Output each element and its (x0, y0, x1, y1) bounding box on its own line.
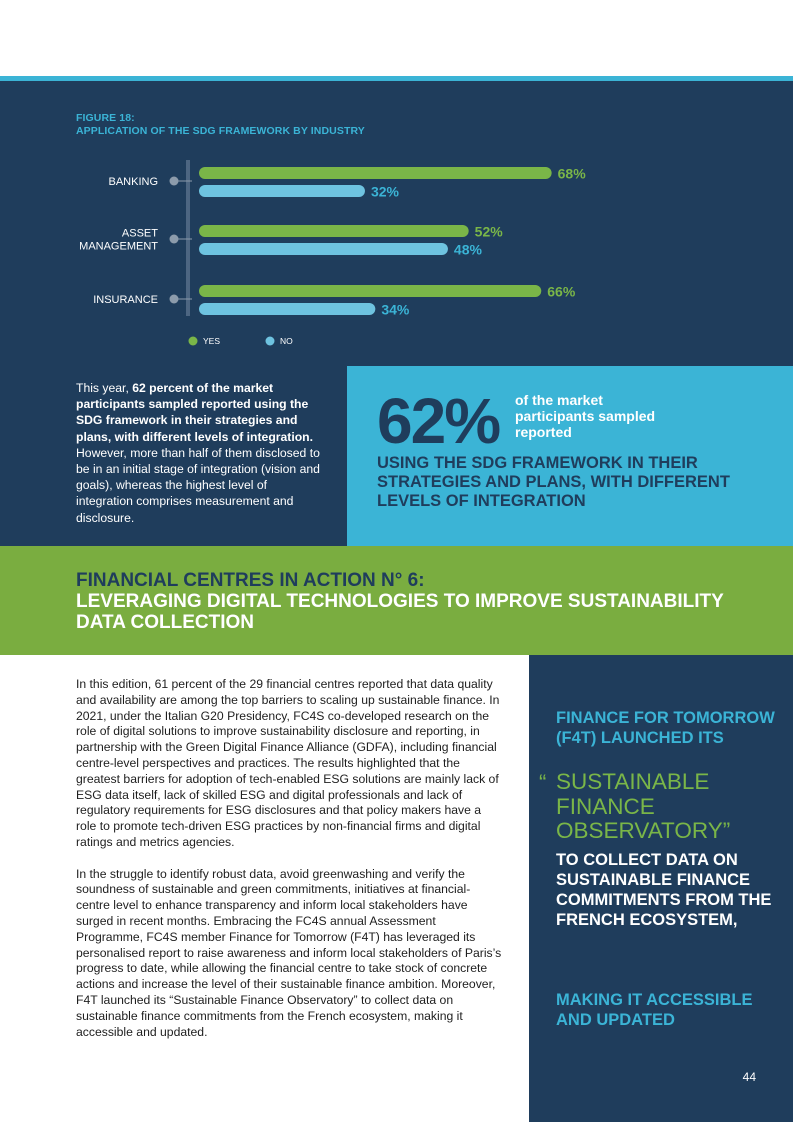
legend-label-no: NO (280, 336, 293, 346)
body-paragraph-2: In the struggle to identify robust data, avoid greenwashing and verify the soundness of sustainable and green commitments, initiatives at financial-centre level to enhance transparency and inform local stakeholders have surged in recent months. Embracing the FC4S annual Assessment Programme, FC4S member Finance for Tomorrow (F4T) has leveraged its personalised report to raise awareness and inform local stakeholders of Paris’s progress to date, while allowing the financial centre to take stock of concrete actions and increase the level of their sustainable finance ambition. Moreover, F4T launched its “Sustainable Finance Observatory” to collect data on sustainable finance commitments from the French ecosystem, making it accessible and updated. (76, 866, 502, 1039)
section-banner (0, 546, 793, 655)
pull-quote-intro: FINANCE FOR TOMORROW (F4T) LAUNCHED ITS (556, 709, 775, 747)
category-label-insurance: INSURANCE (93, 294, 158, 306)
pull-quote-panel (529, 655, 793, 1122)
category-dot-insurance (170, 295, 179, 304)
pull-quote-body: TO COLLECT DATA ON SUSTAINABLE FINANCE COMMITMENTS FROM THE FRENCH ECOSYSTEM, (556, 851, 772, 929)
big-percentage: 62% (377, 385, 500, 457)
value-label-yes-asset-management: 52% (474, 223, 503, 240)
body-paragraph-1: In this edition, 61 percent of the 29 financial centres reported that data quality and availability are among the top barriers to scaling up sustainable finance. In 2021, under the Italian G20 Presidency, FC4S co-developed research on the role of digital solutions to improve sustainability disclosure and reporting, in partnership with the Green Digital Finance Alliance (GDFA), including financial centre-level perspectives and practices. The results highlighted that the greatest barriers for adoption of tech-enabled ESG solutions are mainly lack of ESG data itself, lack of skilled ESG and digital professionals and lack of regulatory requirements for ESG disclosures and that policy makers have a role to promote tech-driven ESG practices by non-financial firms and digital ratings and metrics agencies. (76, 677, 500, 849)
value-label-yes-banking: 68% (557, 165, 586, 182)
section-title-line1: FINANCIAL CENTRES IN ACTION N° 6: (76, 570, 425, 591)
value-label-no-insurance: 34% (381, 301, 410, 318)
category-dot-asset-management (170, 235, 179, 244)
figure-title (76, 112, 365, 137)
percentage-caption: of the market participants sampled reported (515, 392, 656, 440)
bar-yes-asset-management (199, 225, 469, 237)
intro-lead: This year, (76, 381, 133, 395)
pull-quote-text: SUSTAINABLE FINANCE OBSERVATORY” (556, 769, 731, 843)
category-dot-banking (170, 177, 179, 186)
open-quote-mark: “ (539, 770, 547, 795)
pull-quote-ending: MAKING IT ACCESSIBLE AND UPDATED (556, 991, 753, 1029)
value-label-yes-insurance: 66% (547, 283, 576, 300)
bar-no-banking (199, 185, 365, 197)
legend-swatch-no (266, 337, 275, 346)
bar-no-insurance (199, 303, 375, 315)
section-title (76, 570, 756, 633)
intro-rest: However, more than half of them disclosed to be in an initial stage of integration (vision and goals), whereas the highest level of integration comprises measurement and disclosure. (76, 445, 320, 525)
legend-label-yes: YES (203, 336, 221, 346)
section-title-line2: LEVERAGING DIGITAL TECHNOLOGIES TO IMPROVE SUSTAINABILITY DATA COLLECTION (76, 591, 724, 633)
callout-subtitle: USING THE SDG FRAMEWORK IN THEIR STRATEGIES AND PLANS, WITH DIFFERENT LEVELS OF INTEGRATION (377, 454, 730, 510)
page-number: 44 (742, 1070, 756, 1084)
sdg-industry-bar-chart (0, 150, 793, 355)
body-text (76, 677, 504, 1056)
figure-heading: APPLICATION OF THE SDG FRAMEWORK BY INDUSTRY (76, 124, 365, 137)
category-label-banking: BANKING (108, 176, 158, 188)
intro-paragraph (76, 380, 326, 526)
figure-label: FIGURE 18: (76, 112, 135, 124)
intro-bold: 62 percent of the market participants sampled reported using the SDG framework in their strategies and plans, with different levels of integration. (76, 381, 314, 444)
bar-yes-banking (199, 167, 552, 179)
stat-callout (347, 366, 793, 546)
category-label-asset-management: ASSET (121, 227, 158, 240)
bar-yes-insurance (199, 285, 541, 297)
bar-no-asset-management (199, 243, 448, 255)
value-label-no-asset-management: 48% (453, 241, 482, 258)
legend-swatch-yes (189, 337, 198, 346)
category-label-asset-management: MANAGEMENT (79, 240, 158, 253)
value-label-no-banking: 32% (370, 183, 399, 200)
